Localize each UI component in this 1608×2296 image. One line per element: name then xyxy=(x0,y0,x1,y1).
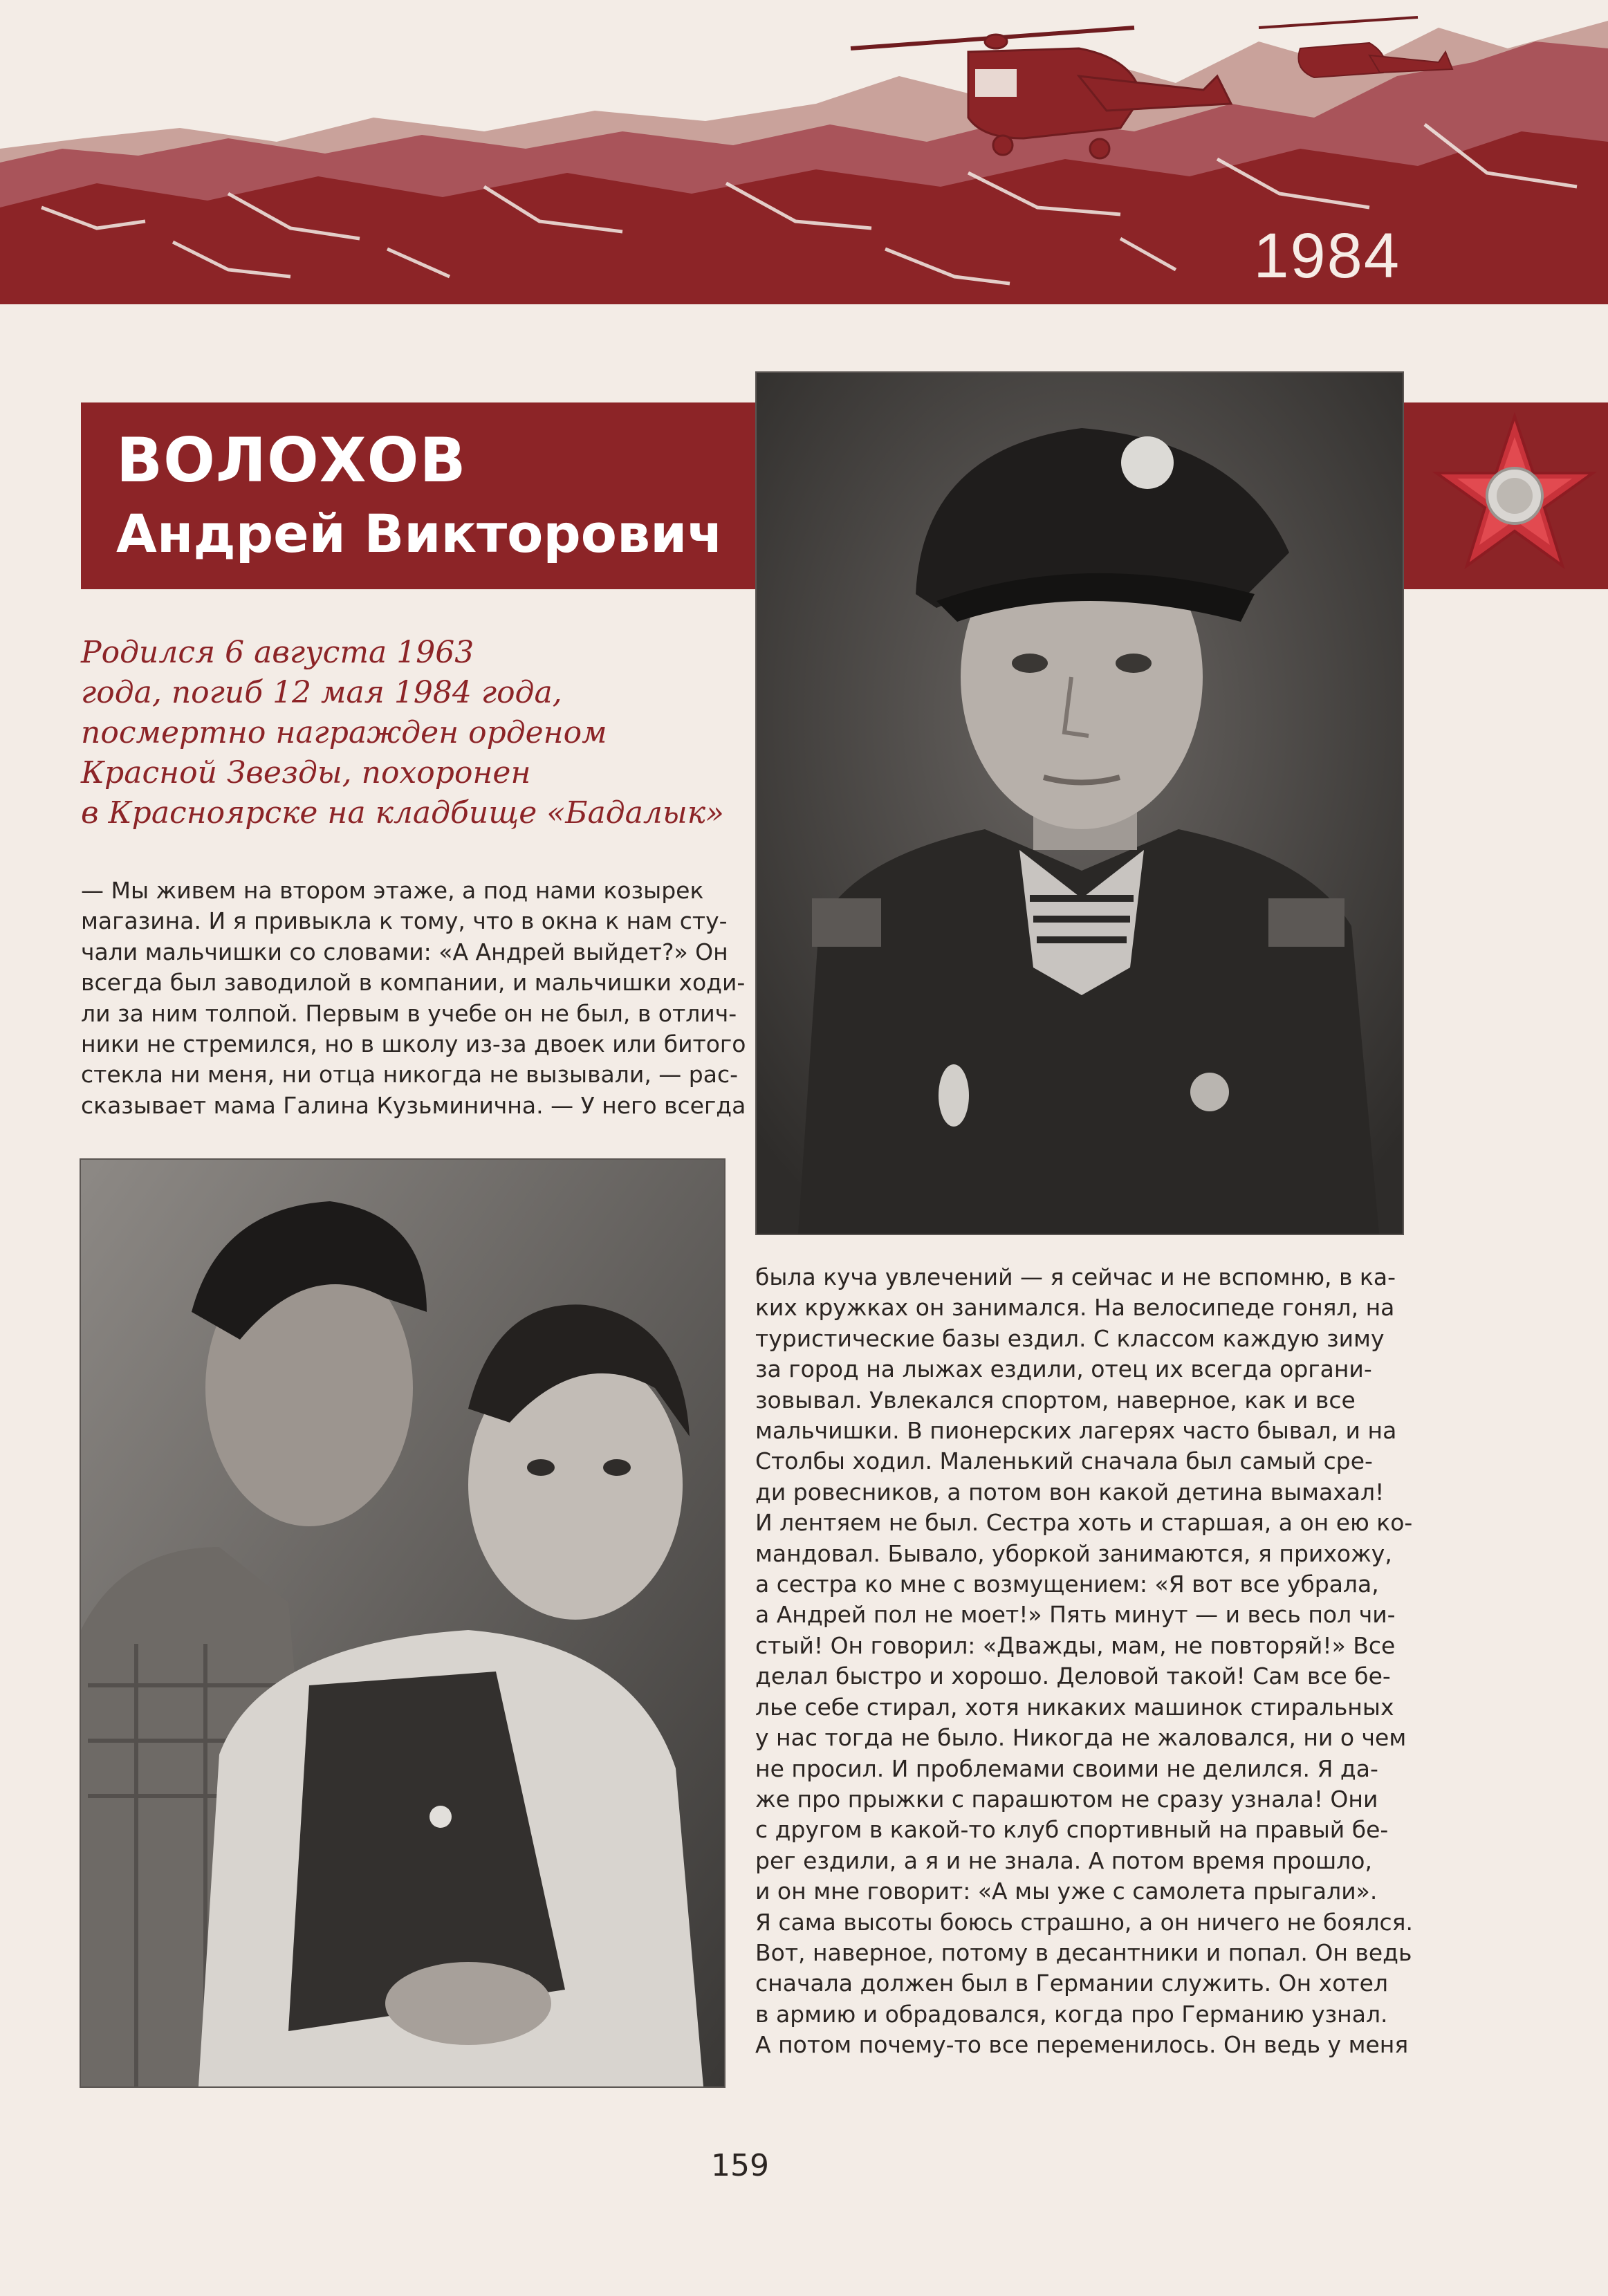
text-line: ники не стремился, но в школу из-за двоек или битого xyxy=(81,1030,746,1058)
article-text-right xyxy=(755,1262,1414,2061)
text-line: у нас тогда не было. Никогда не жаловался, ни о чем xyxy=(755,1724,1407,1752)
article-text-left xyxy=(81,876,746,1121)
text-line: туристические базы ездил. С классом каждую зиму xyxy=(755,1324,1385,1352)
text-line: всегда был заводилой в компании, и мальчишки ходи- xyxy=(81,969,746,997)
text-line: мандовал. Бывало, уборкой занимаются, я прихожу, xyxy=(755,1539,1392,1567)
text-line: была куча увлечений — я сейчас и не вспомню, в ка- xyxy=(755,1263,1396,1290)
text-line: сначала должен был в Германии служить. Он хотел xyxy=(755,1970,1389,1997)
text-line: за город на лыжах ездили, отец их всегда органи- xyxy=(755,1355,1372,1383)
red-star-order-icon xyxy=(1428,409,1601,582)
text-line: ли за ним толпой. Первым в учебе он не был, в отлич- xyxy=(81,999,737,1027)
text-line: чали мальчишки со словами: «А Андрей выйдет?» Он xyxy=(81,938,728,965)
text-line: А потом почему-то все переменилось. Он ведь у меня xyxy=(755,2031,1409,2059)
father-and-child-photo xyxy=(80,1158,726,2088)
text-line: в армию и обрадовался, когда про Германию узнал. xyxy=(755,2000,1388,2028)
page-number: 159 xyxy=(711,2148,769,2183)
text-line: — Мы живем на втором этаже, а под нами козырек xyxy=(81,877,704,904)
text-line: сказывает мама Галина Кузьминична. — У него всегда xyxy=(81,1091,746,1119)
text-line: а Андрей пол не моет!» Пять минут — и весь пол чи- xyxy=(755,1601,1396,1629)
bio-line: Родился 6 августа 1963 xyxy=(81,635,474,670)
bio-line: в Красноярске на кладбище «Бадалык» xyxy=(81,795,724,831)
soldier-portrait-photo xyxy=(755,371,1404,1235)
text-line: и он мне говорит: «А мы уже с самолета прыгали». xyxy=(755,1878,1378,1905)
text-line: Столбы ходил. Маленький сначала был самый сре- xyxy=(755,1447,1373,1475)
text-line: Вот, наверное, потому в десантники и попал. Он ведь xyxy=(755,1938,1412,1966)
bio-line: Красной Звезды, похоронен xyxy=(81,755,531,790)
biography-summary xyxy=(81,633,745,833)
year-label: 1984 xyxy=(1253,221,1401,291)
text-line: стый! Он говорил: «Дважды, мам, не повторяй!» Все xyxy=(755,1631,1396,1659)
text-line: с другом в какой-то клуб спортивный на правый бе- xyxy=(755,1816,1389,1844)
bio-line: посмертно награжден орденом xyxy=(81,715,607,750)
text-line: И лентяем не был. Сестра хоть и старшая, а он ею ко- xyxy=(755,1509,1413,1537)
given-name-heading: Андрей Викторович xyxy=(116,503,723,564)
text-line: зовывал. Увлекался спортом, наверное, как и все xyxy=(755,1386,1356,1414)
text-line: Я сама высоты боюсь страшно, а он ничего не боялся. xyxy=(755,1908,1414,1936)
text-line: ких кружках он занимался. На велосипеде гонял, на xyxy=(755,1294,1395,1322)
text-line: стекла ни меня, ни отца никогда не вызывали, — рас- xyxy=(81,1061,739,1089)
bio-line: года, погиб 12 мая 1984 года, xyxy=(81,675,562,710)
text-line: мальчишки. В пионерских лагерях часто бывал, и на xyxy=(755,1417,1397,1445)
text-line: магазина. И я привыкла к тому, что в окна к нам сту- xyxy=(81,907,728,935)
text-line: а сестра ко мне с возмущением: «Я вот все убрала, xyxy=(755,1571,1379,1598)
text-line: делал быстро и хорошо. Деловой такой! Сам все бе- xyxy=(755,1663,1391,1690)
text-line: лье себе стирал, хотя никаких машинок стиральных xyxy=(755,1693,1394,1721)
text-line: рег ездили, а я и не знала. А потом время прошло, xyxy=(755,1846,1372,1874)
text-line: же про прыжки с парашютом не сразу узнала! Они xyxy=(755,1785,1378,1813)
text-line: ди ровесников, а потом вон какой детина вымахал! xyxy=(755,1478,1385,1506)
text-line: не просил. И проблемами своими не делился. Я да- xyxy=(755,1755,1378,1782)
surname-heading: ВОЛОХОВ xyxy=(116,425,467,496)
